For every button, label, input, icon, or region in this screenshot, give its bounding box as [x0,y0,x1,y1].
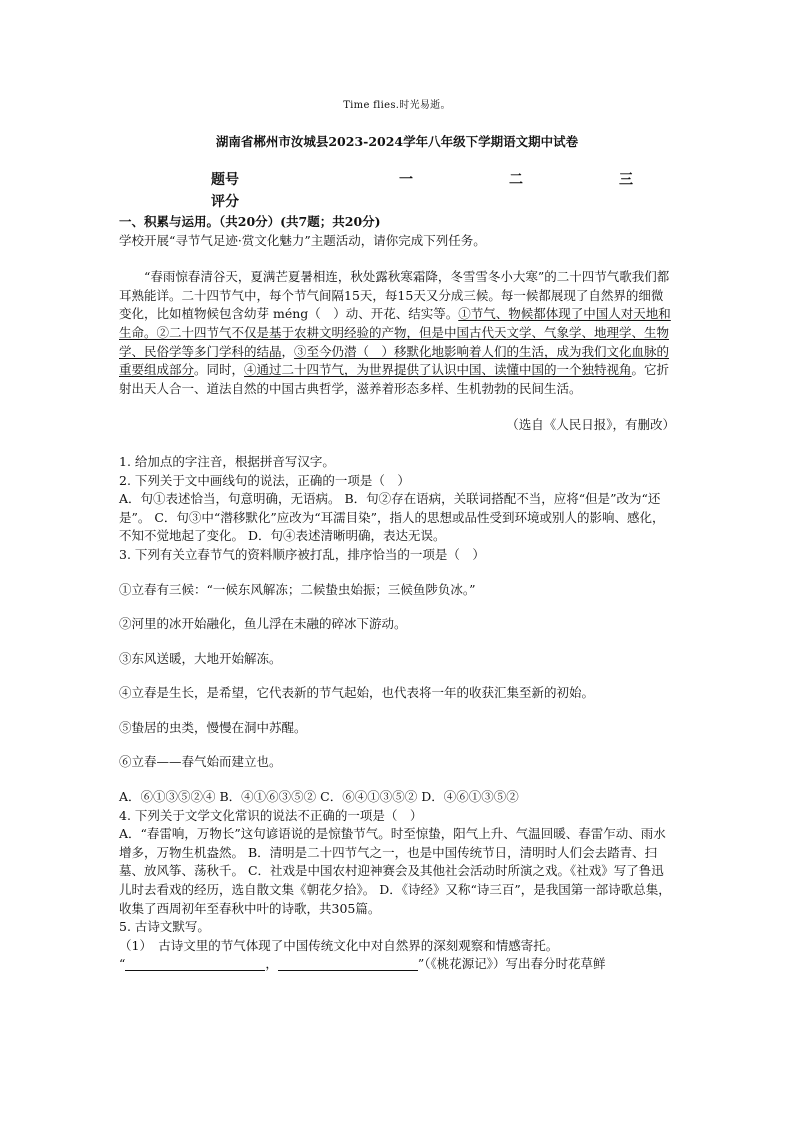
motto-header: Time flies.时光易逝。 [343,100,451,111]
question-2-options: A．句①表述恰当，句意明确，无语病。 B．句②存在语病，关联词搭配不当，应将“但是”改为“还是”。 C．句③中“潜移默化”应改为“耳濡目染”，指人的思想或品性受到环境或别人的影响、感化，不知不觉地起了变化。 D．句④表述清晰明确，表达无误。 [119,491,665,544]
reading-passage: “春雨惊春清谷天，夏满芒夏暑相连，秋处露秋寒霜降，冬雪雪冬小大寒”的二十四节气歌我们都耳熟能详。二十四节气中，每个节气间隔15天，每15天又分成三候。每一候都展现了自然界的细微变化，比如植物候包含幼芽 méng（ ）动、开花、结实等。①节气、物候都体现了中国人对天地和生命。②二十四节气不仅是基于农耕文明经验的产物，但是中国古代天文学、气象学、地理学、生物学、民俗学等多门学科的结晶，③至今仍潜（ ）移默化地影响着人们的生活，成为我们文化血脉的重要组成部分。同时，④通过二十四节气，为世界提供了认识中国、读懂中国的一个独特视角。它折射出天人合一、道法自然的中国古典哲学，滋养着形态多样、生机勃勃的民间生活。 [119,269,671,396]
underlined-sentence-2: ②二十四节气不仅是基于农耕文明经验的产物，但是中国古代天文学、气象学、地理学、生物学、民俗学等多门学科的结晶 [119,324,670,359]
question-5-stem: 5. 古诗文默写。 [119,919,210,935]
answer-blank[interactable] [125,956,265,971]
section-three-column: 三 [619,172,633,188]
question-3-item: ⑤蛰居的虫类，慢慢在洞中苏醒。 [119,719,307,735]
score-label: 评分 [211,194,239,210]
underlined-sentence-4: ④通过二十四节气，为世界提供了认识中国、读懂中国的一个独特视角 [244,362,632,378]
question-2-stem: 2. 下列关于文中画线句的说法，正确的一项是（ ） [119,472,410,488]
question-4-stem: 4. 下列关于文学文化常识的说法不正确的一项是（ ） [119,807,423,823]
question-number-label: 题号 [211,172,239,188]
question-3-item: ①立春有三候：“一候东风解冻；二候蛰虫始振；三候鱼陟负冰。” [119,581,476,597]
section-one-column: 一 [399,172,413,188]
section-intro: 学校开展“寻节气足迹·赏文化魅力”主题活动，请你完成下列任务。 [119,232,486,248]
question-1: 1. 给加点的字注音，根据拼音写汉字。 [119,453,335,469]
passage-source: （选自《人民日报》，有删改） [506,417,675,433]
question-5-sub1: （1） 古诗文里的节气体现了中国传统文化中对自然界的深刻观察和情感寄托。 [119,937,559,953]
answer-blank[interactable] [278,956,418,971]
section-heading: 一、积累与运用。（共20分）(共7题；共20分) [119,214,381,229]
question-3-item: ③东风送暖，大地开始解冻。 [119,650,282,666]
question-3-item: ④立春是生长，是希望，它代表新的节气起始，也代表将一年的收获汇集至新的初始。 [119,685,595,701]
score-table-header-row [211,168,681,190]
question-5-fill-line: “ ， ”（《桃花源记》）写出春分时花草鲜 [119,956,606,972]
question-3-item: ⑥立春——春气始而建立也。 [119,754,282,770]
score-table [211,168,681,212]
section-two-column: 二 [509,172,523,188]
exam-content [119,213,675,974]
score-table-score-row [211,190,681,212]
underlined-sentence-3: ③至今仍潜（ ）移默化地影响着人们的生活，成为我们文化血脉的重要组成部分 [119,343,670,378]
exam-title: 湖南省郴州市汝城县2023-2024学年八年级下学期语文期中试卷 [215,134,579,149]
question-4-options: A．“春雷响，万物长”这句谚语说的是惊蛰节气。时至惊蛰，阳气上升、气温回暖、春雷乍动、雨水增多，万物生机盎然。 B．清明是二十四节气之一，也是中国传统节日，清明时人们会去踏青、扫墓、放风筝、荡秋千。 C．社戏是中国农村迎神赛会及其他社会活动时所演之戏。《社戏》写了鲁迅儿时去看戏的经历，选自散文集《朝花夕拾》。 D．《诗经》又称“诗三百”，是我国第一部诗歌总集，收集了西周初年至春秋中叶的诗歌，共305篇。 [119,826,671,916]
question-3-stem: 3. 下列有关立春节气的资料顺序被打乱，排序恰当的一项是（ ） [119,546,485,562]
underlined-sentence-1: ①节气、物候都体现了中国人对天地和生命。 [119,306,671,340]
question-3-item: ②河里的冰开始融化，鱼儿浮在未融的碎冰下游动。 [119,616,407,632]
question-3-options: A．⑥①③⑤②④ B．④①⑥③⑤② C．⑥④①③⑤② D．④⑥①③⑤② [119,789,519,805]
